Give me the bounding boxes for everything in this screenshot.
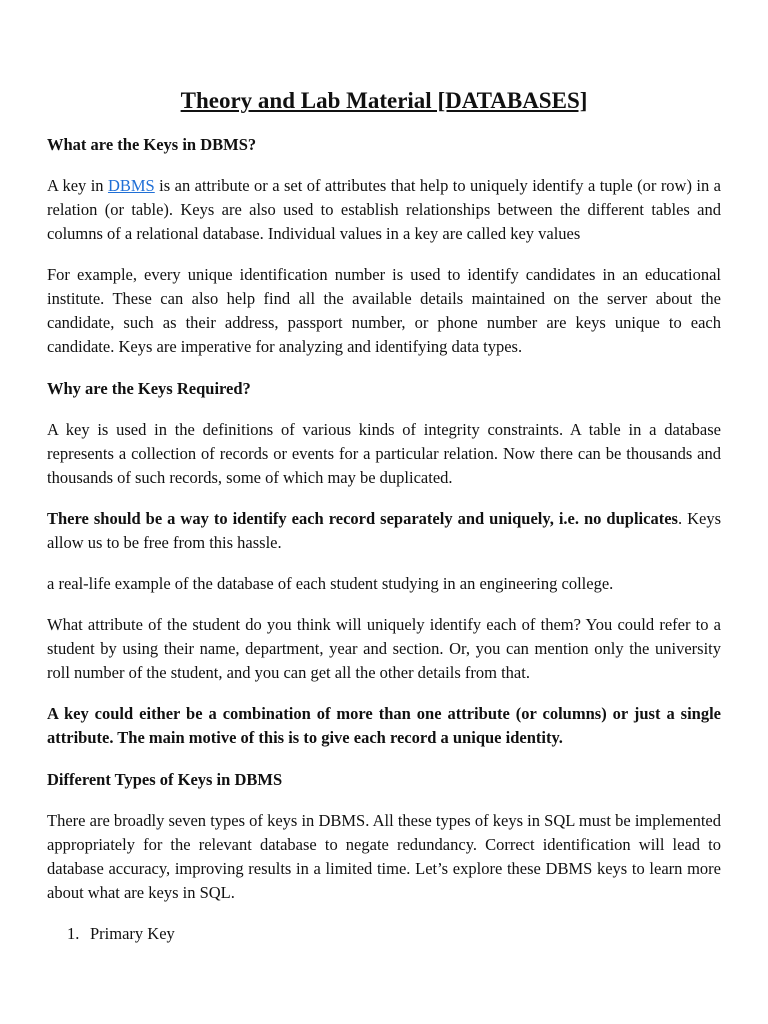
list-item	[47, 922, 721, 946]
heading-what-are-keys: What are the Keys in DBMS?	[47, 135, 257, 154]
key-types-list	[47, 922, 721, 946]
list-item-label: Primary Key	[90, 924, 175, 943]
paragraph-student-attribute: What attribute of the student do you think will uniquely identify each of them? You could refer to a student by using their name, department, year and section. Or, you can mention only the university roll number of the student, and you can get all the other details from that.	[47, 615, 721, 682]
paragraph-text: . Keys allow us to be free from this hassle.	[47, 509, 721, 552]
paragraph-real-life-example: a real-life example of the database of each student studying in an engineering college.	[47, 574, 614, 593]
paragraph-key-combination: A key could either be a combination of more than one attribute (or columns) or just a single attribute. The main motive of this is to give each record a unique identity.	[47, 704, 721, 747]
paragraph-example: For example, every unique identification number is used to identify candidates in an educational institute. These can also help find all the available details maintained on the server about the candidate, such as their address, passport number, or phone number are keys unique to each candidate. Keys are imperative for analyzing and identifying data types.	[47, 265, 721, 356]
list-item-number: 1.	[67, 924, 80, 943]
paragraph-seven-types: There are broadly seven types of keys in DBMS. All these types of keys in SQL must be implemented appropriately for the relevant database to negate redundancy. Correct identification will lead to database accuracy, improving results in a limited time. Let’s explore these DBMS keys to learn more about what are keys in SQL.	[47, 811, 721, 902]
paragraph-identify-records	[47, 507, 721, 555]
paragraph-text: A key in	[47, 176, 108, 195]
dbms-link[interactable]: DBMS	[107, 176, 155, 195]
paragraph-text: is an attribute or a set of attributes that help to uniquely identify a tuple (or row) in a relation (or table). Keys are also used to establish relationships between the different tables and columns of a relational database. Individual values in a key are called key values	[47, 176, 721, 243]
paragraph-integrity-constraints: A key is used in the definitions of various kinds of integrity constraints. A table in a database represents a collection of records or events for a particular relation. Now there can be thousands and thousands of such records, some of which may be duplicated.	[47, 420, 721, 487]
heading-types-of-keys: Different Types of Keys in DBMS	[47, 770, 283, 789]
bold-text: There should be a way to identify each record separately and uniquely, i.e. no duplicates	[47, 509, 678, 528]
document-title: Theory and Lab Material [DATABASES]	[180, 88, 588, 113]
paragraph-key-definition	[47, 174, 721, 246]
heading-why-keys-required: Why are the Keys Required?	[47, 379, 251, 398]
